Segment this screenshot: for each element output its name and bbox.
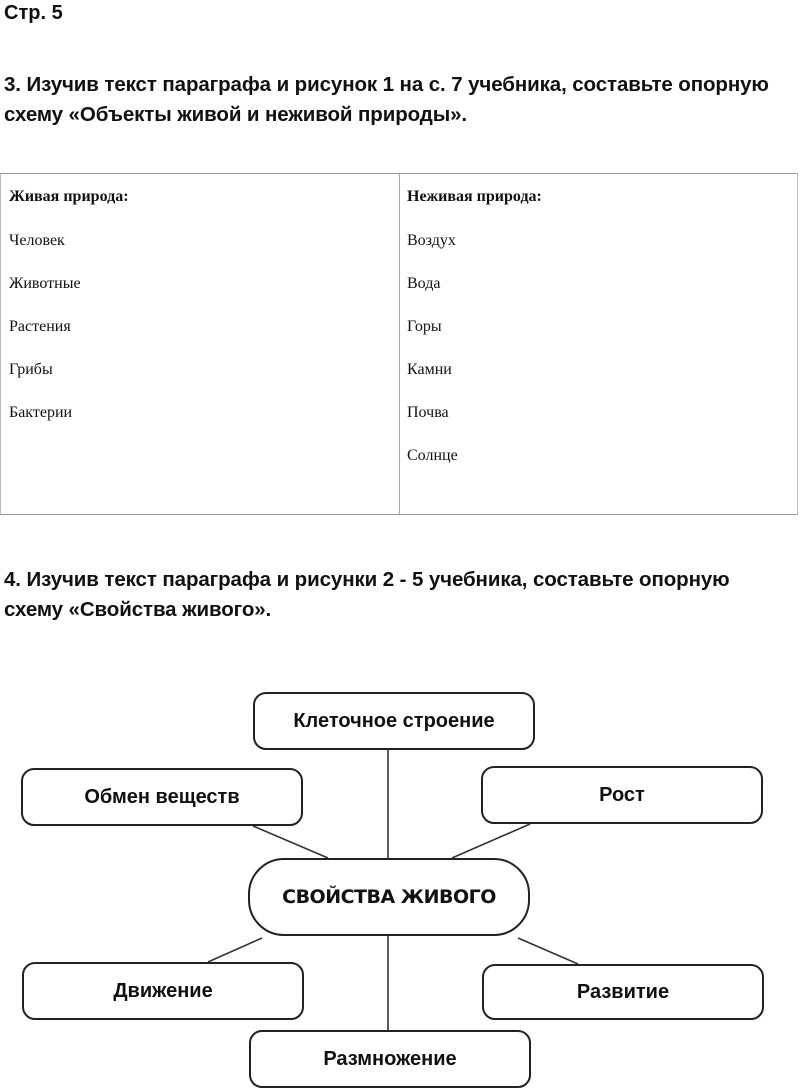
list-item: Почва [407,404,449,421]
living-nature-column [1,174,400,514]
nonliving-nature-header: Неживая природа: [407,188,542,205]
living-nature-list [9,230,81,445]
list-item: Солнце [407,447,458,464]
list-item: Горы [407,318,442,335]
page-label: Стр. 5 [4,2,63,24]
connector-lower-left [208,938,262,962]
task-3-prompt: 3. Изучив текст параграфа и рисунок 1 на с. 7 учебника, составьте опорную схему «Объекты живой и неживой природы». [4,73,769,126]
node-properties-of-living: СВОЙСТВА ЖИВОГО [248,858,530,936]
connector-upper-right [452,824,530,858]
node-growth: Рост [481,766,763,824]
node-metabolism: Обмен веществ [21,768,303,826]
connector-upper-left [253,826,328,858]
node-movement: Движение [22,962,304,1020]
node-cell-structure: Клеточное строение [253,692,535,750]
node-development: Развитие [482,964,764,1020]
list-item: Грибы [9,361,53,378]
list-item: Бактерии [9,404,73,421]
task-4-prompt: 4. Изучив текст параграфа и рисунки 2 - 5 учебника, составьте опорную схему «Свойства живого». [4,568,730,621]
list-item: Человек [9,232,65,249]
list-item: Животные [9,275,81,292]
nonliving-nature-list [407,230,458,488]
connector-lower-right [518,938,578,964]
list-item: Воздух [407,232,456,249]
nonliving-nature-column [400,174,797,514]
nature-objects-table [0,173,798,515]
living-nature-header: Живая природа: [9,188,129,205]
node-reproduction: Размножение [249,1030,531,1088]
list-item: Камни [407,361,452,378]
list-item: Растения [9,318,71,335]
properties-of-living-diagram [0,680,800,1092]
list-item: Вода [407,275,441,292]
